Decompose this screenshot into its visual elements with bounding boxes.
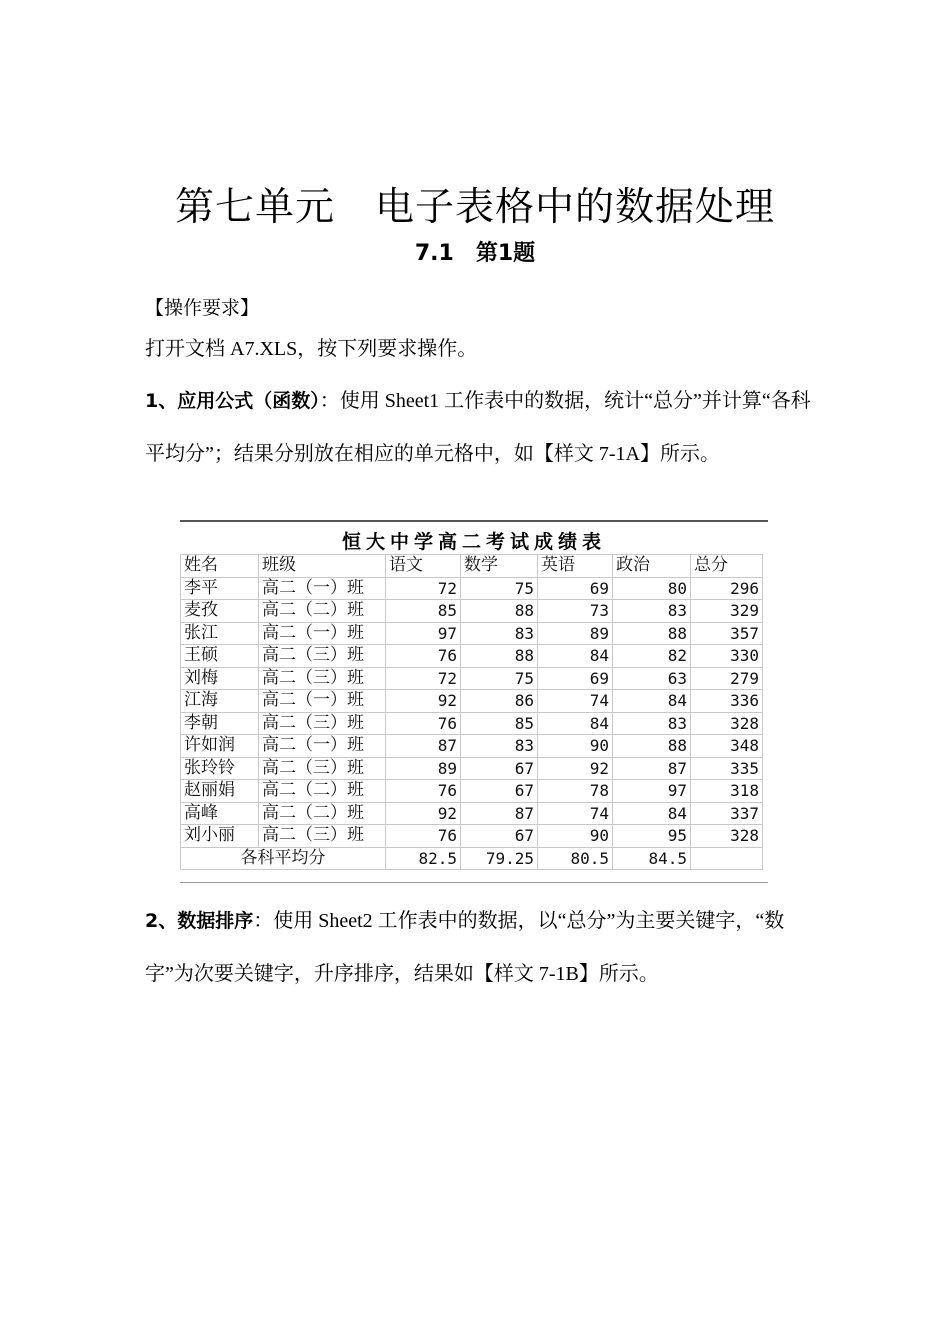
average-cell	[691, 847, 763, 870]
step1-paragraph	[145, 375, 815, 481]
table-row	[181, 780, 763, 803]
table-row	[181, 712, 763, 735]
score-cell: 85	[386, 600, 461, 623]
score-cell: 84	[613, 802, 691, 825]
table-row	[181, 825, 763, 848]
score-cell: 83	[613, 712, 691, 735]
average-row	[181, 847, 763, 870]
average-cell: 84.5	[613, 847, 691, 870]
score-cell: 76	[386, 645, 461, 668]
header-cell: 总分	[691, 555, 763, 578]
class-cell: 高二（二）班	[259, 802, 386, 825]
score-cell: 318	[691, 780, 763, 803]
score-cell: 92	[386, 690, 461, 713]
score-cell: 76	[386, 780, 461, 803]
table-row	[181, 600, 763, 623]
score-cell: 89	[386, 757, 461, 780]
score-cell: 75	[461, 577, 538, 600]
table-row	[181, 757, 763, 780]
name-cell: 麦孜	[181, 600, 259, 623]
header-row	[181, 555, 763, 578]
table-row	[181, 690, 763, 713]
class-cell: 高二（一）班	[259, 622, 386, 645]
name-cell: 许如润	[181, 735, 259, 758]
score-cell: 90	[538, 735, 613, 758]
score-cell: 67	[461, 757, 538, 780]
score-cell: 82	[613, 645, 691, 668]
score-cell: 97	[613, 780, 691, 803]
score-cell: 336	[691, 690, 763, 713]
score-cell: 74	[538, 690, 613, 713]
step2-text: ：使用 Sheet2 工作表中的数据，以“总分”为主要关键字，“数字”为次要关键字，升序排序，结果如【样文 7-1B】所示。	[145, 910, 785, 985]
score-cell: 73	[538, 600, 613, 623]
score-cell: 92	[386, 802, 461, 825]
sheet-top-border	[180, 520, 768, 522]
name-cell: 王硕	[181, 645, 259, 668]
open-file-instruction: 打开文档 A7.XLS，按下列要求操作。	[145, 338, 478, 360]
class-cell: 高二（三）班	[259, 825, 386, 848]
name-cell: 李朝	[181, 712, 259, 735]
score-table	[180, 554, 763, 870]
score-cell: 296	[691, 577, 763, 600]
score-cell: 89	[538, 622, 613, 645]
spreadsheet-sample	[180, 520, 768, 883]
name-cell: 赵丽娟	[181, 780, 259, 803]
name-cell: 张玲铃	[181, 757, 259, 780]
table-row	[181, 577, 763, 600]
score-cell: 337	[691, 802, 763, 825]
step2-label: 2、数据排序	[145, 910, 254, 932]
score-cell: 86	[461, 690, 538, 713]
class-cell: 高二（三）班	[259, 757, 386, 780]
class-cell: 高二（三）班	[259, 712, 386, 735]
class-cell: 高二（一）班	[259, 577, 386, 600]
score-cell: 90	[538, 825, 613, 848]
score-cell: 84	[613, 690, 691, 713]
score-cell: 335	[691, 757, 763, 780]
score-cell: 85	[461, 712, 538, 735]
header-cell: 语文	[386, 555, 461, 578]
score-cell: 95	[613, 825, 691, 848]
score-cell: 88	[613, 622, 691, 645]
class-cell: 高二（二）班	[259, 600, 386, 623]
score-cell: 76	[386, 825, 461, 848]
requirements-heading: 【操作要求】	[145, 297, 260, 319]
header-cell: 政治	[613, 555, 691, 578]
score-cell: 84	[538, 645, 613, 668]
average-cell: 80.5	[538, 847, 613, 870]
score-cell: 279	[691, 667, 763, 690]
name-cell: 张江	[181, 622, 259, 645]
header-cell: 姓名	[181, 555, 259, 578]
header-cell: 数学	[461, 555, 538, 578]
score-cell: 67	[461, 825, 538, 848]
score-cell: 97	[386, 622, 461, 645]
table-row	[181, 735, 763, 758]
score-cell: 357	[691, 622, 763, 645]
score-cell: 83	[461, 735, 538, 758]
score-cell: 69	[538, 577, 613, 600]
score-cell: 69	[538, 667, 613, 690]
header-cell: 英语	[538, 555, 613, 578]
step2-paragraph	[145, 895, 815, 1001]
score-cell: 88	[613, 735, 691, 758]
score-cell: 72	[386, 577, 461, 600]
average-cell: 79.25	[461, 847, 538, 870]
class-cell: 高二（一）班	[259, 690, 386, 713]
score-cell: 88	[461, 645, 538, 668]
score-cell: 348	[691, 735, 763, 758]
table-row	[181, 667, 763, 690]
score-cell: 87	[613, 757, 691, 780]
score-cell: 83	[613, 600, 691, 623]
sheet-bottom-border	[180, 882, 768, 883]
score-cell: 330	[691, 645, 763, 668]
score-cell: 74	[538, 802, 613, 825]
score-cell: 329	[691, 600, 763, 623]
class-cell: 高二（三）班	[259, 667, 386, 690]
class-cell: 高二（二）班	[259, 780, 386, 803]
score-cell: 80	[613, 577, 691, 600]
score-cell: 87	[386, 735, 461, 758]
score-cell: 92	[538, 757, 613, 780]
score-cell: 76	[386, 712, 461, 735]
score-cell: 328	[691, 825, 763, 848]
header-cell: 班级	[259, 555, 386, 578]
name-cell: 刘梅	[181, 667, 259, 690]
class-cell: 高二（三）班	[259, 645, 386, 668]
sheet-title: 恒大中学高二考试成绩表	[341, 531, 606, 553]
table-row	[181, 645, 763, 668]
page-title: 第七单元 电子表格中的数据处理	[174, 185, 775, 230]
table-row	[181, 622, 763, 645]
score-cell: 75	[461, 667, 538, 690]
score-cell: 328	[691, 712, 763, 735]
name-cell: 高峰	[181, 802, 259, 825]
score-cell: 83	[461, 622, 538, 645]
score-cell: 87	[461, 802, 538, 825]
class-cell: 高二（一）班	[259, 735, 386, 758]
average-label: 各科平均分	[181, 847, 386, 870]
step1-text: ：使用 Sheet1 工作表中的数据，统计“总分”并计算“各科平均分”；结果分别放在相应的单元格中，如【样文 7-1A】所示。	[145, 390, 811, 465]
page-subtitle: 7.1 第1题	[414, 241, 536, 266]
score-cell: 63	[613, 667, 691, 690]
name-cell: 李平	[181, 577, 259, 600]
table-row	[181, 802, 763, 825]
name-cell: 刘小丽	[181, 825, 259, 848]
score-cell: 72	[386, 667, 461, 690]
score-cell: 88	[461, 600, 538, 623]
score-cell: 84	[538, 712, 613, 735]
name-cell: 江海	[181, 690, 259, 713]
step1-label: 1、应用公式（函数）	[145, 390, 320, 412]
average-cell: 82.5	[386, 847, 461, 870]
score-cell: 78	[538, 780, 613, 803]
score-cell: 67	[461, 780, 538, 803]
